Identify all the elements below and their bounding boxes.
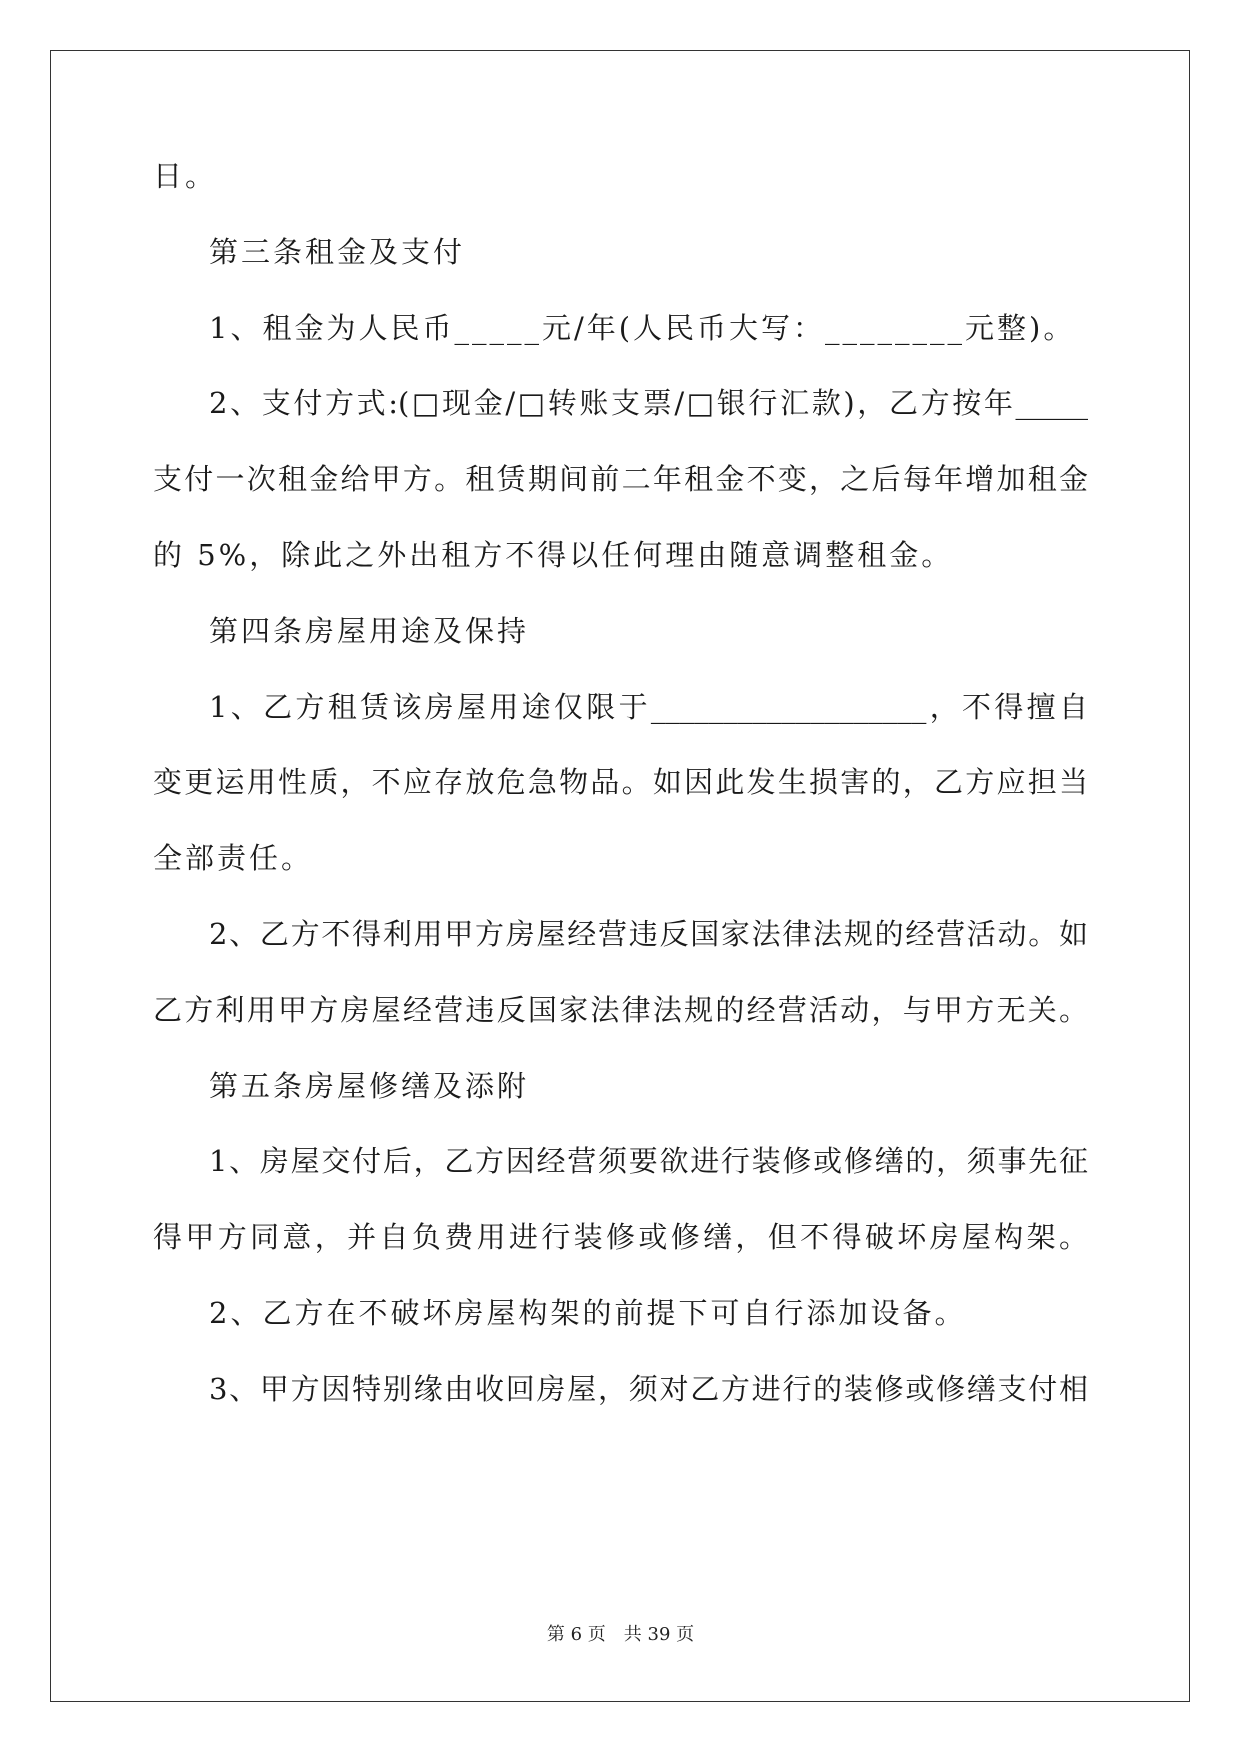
document-line: 日。 xyxy=(153,159,218,193)
page-footer: 第 6 页 共 39 页 xyxy=(546,1624,695,1645)
document-line: 2、支付方式:(□现金/□转账支票/□银行汇款)，乙方按年_____ xyxy=(209,386,1088,421)
document-line: 变更运用性质，不应存放危急物品。如因此发生损害的，乙方应担当 xyxy=(153,765,1088,800)
document-line: 第三条租金及支付 xyxy=(209,234,466,269)
document-line: 2、乙方不得利用甲方房屋经营违反国家法律法规的经营活动。如 xyxy=(209,917,1088,951)
document-line: 全部责任。 xyxy=(153,841,314,876)
document-line: 2、乙方在不破坏房屋构架的前提下可自行添加设备。 xyxy=(209,1296,967,1330)
document-line: 1、房屋交付后，乙方因经营须要欲进行装修或修缮的，须事先征 xyxy=(209,1144,1088,1179)
document-line: 第四条房屋用途及保持 xyxy=(209,613,530,648)
document-line: 1、租金为人民币_____元/年(人民币大写：________元整)。 xyxy=(209,310,1076,345)
document-line: 第五条房屋修缮及添附 xyxy=(209,1068,530,1103)
document-line: 得甲方同意，并自负费用进行装修或修缮，但不得破坏房屋构架。 xyxy=(153,1220,1088,1255)
document-line: 的 5%，除此之外出租方不得以任何理由随意调整租金。 xyxy=(153,538,954,572)
document-line: 支付一次租金给甲方。租赁期间前二年租金不变，之后每年增加租金 xyxy=(153,462,1088,497)
document-line: 3、甲方因特别缘由收回房屋，须对乙方进行的装修或修缮支付相 xyxy=(209,1371,1088,1406)
document-line: 1、乙方租赁该房屋用途仅限于___________________，不得擅自 xyxy=(209,689,1088,724)
document-line: 乙方利用甲方房屋经营违反国家法律法规的经营活动，与甲方无关。 xyxy=(153,992,1088,1027)
